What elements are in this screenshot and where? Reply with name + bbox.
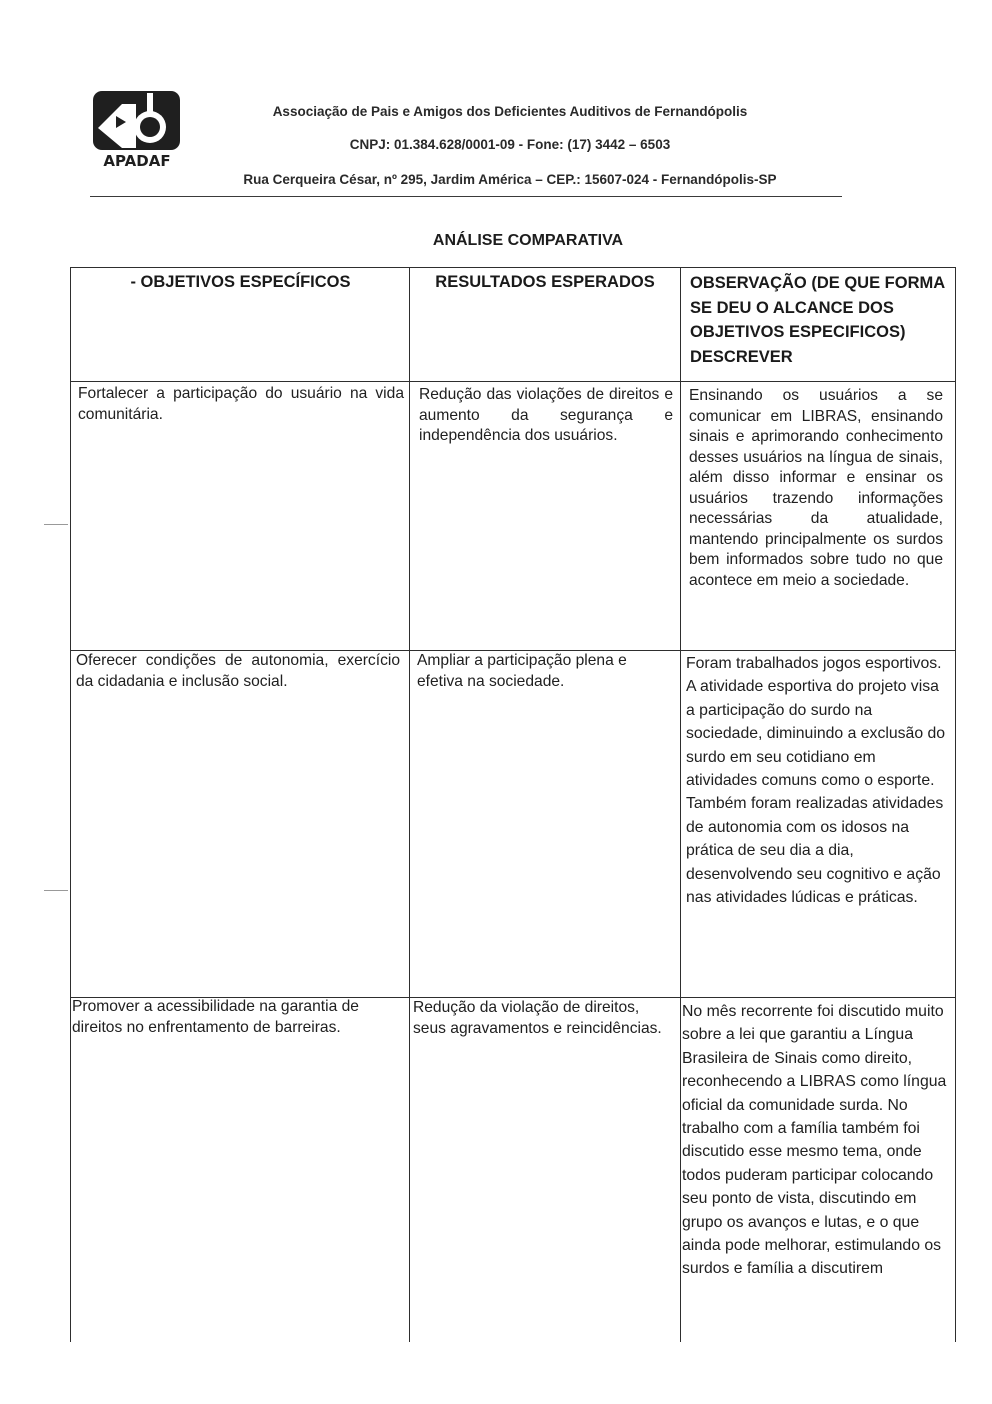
row3-resultado: Redução da violação de direitos, seus agravamentos e reincidências. [413, 999, 662, 1037]
address-line: Rua Cerqueira César, nº 295, Jardim América – CEP.: 15607-024 - Fernandópolis-SP [243, 172, 777, 187]
column-divider-1 [409, 267, 410, 1342]
row3-objetivo: Promover a acessibilidade na garantia de direitos no enfrentamento de barreiras. [72, 998, 359, 1036]
row1-objetivo: Fortalecer a participação do usuário na vida comunitária. [78, 385, 404, 423]
header-divider [90, 196, 842, 197]
scan-mark [44, 524, 68, 525]
row2-resultado: Ampliar a participação plena e efetiva na sociedade. [417, 652, 627, 690]
page-title: ANÁLISE COMPARATIVA [432, 232, 624, 249]
header-resultados: RESULTADOS ESPERADOS [435, 273, 655, 291]
table-border-top [70, 267, 956, 268]
comparative-table [68, 267, 956, 1342]
row-divider-header [70, 381, 956, 382]
cnpj-phone-line: CNPJ: 01.384.628/0001-09 - Fone: (17) 3442 – 6503 [349, 137, 671, 152]
row2-objetivo: Oferecer condições de autonomia, exercício da cidadania e inclusão social. [76, 652, 400, 690]
row2-observacao: Foram trabalhados jogos esportivos. A atividade esportiva do projeto visa a participação do surdo na sociedade, diminuindo a exclusão do surdo em seu cotidiano em atividades comuns como o esporte. Também foram realizadas atividades de autonomia com os idosos na prática de seu dia a dia, desenvolvendo seu cognitivo e ação nas atividades lúdicas e práticas. [686, 655, 946, 907]
apadaf-logo-graphic [92, 90, 182, 170]
row1-observacao: Ensinando os usuários a se comunicar em LIBRAS, ensinando sinais e aprimorando conhecimento desses usuários na língua de sinais, além disso informar e ensinar os usuários trazendo informações necessárias da atualidade, mantendo principalmente os surdos bem informados sobre tudo no que acontece em meio a sociedade. [689, 387, 943, 589]
table-border-left [70, 267, 71, 1342]
row1-resultado: Redução das violações de direitos e aumento da segurança e independência dos usuários. [419, 386, 673, 444]
table-border-right [955, 267, 956, 1342]
column-divider-2 [680, 267, 681, 1342]
header-objetivos: - OBJETIVOS ESPECÍFICOS [130, 273, 351, 291]
logo-text: APADAF [103, 152, 171, 170]
org-name: Associação de Pais e Amigos dos Deficientes Auditivos de Fernandópolis [272, 104, 748, 119]
apadaf-logo [92, 90, 182, 170]
header-observacao: OBSERVAÇÃO (DE QUE FORMA SE DEU O ALCANCE DOS OBJETIVOS ESPECIFICOS) DESCREVER [690, 274, 945, 366]
scan-mark [44, 890, 68, 891]
row3-observacao: No mês recorrente foi discutido muito sobre a lei que garantiu a Língua Brasileira de Sinais como direito, reconhecendo a LIBRAS como língua oficial da comunidade surda. No trabalho com a família também foi discutido esse mesmo tema, onde todos puderam participar colocando seu ponto de vista, discutindo em grupo os avanços e lutas, e o que ainda pode melhorar, estimulando os surdos e família a discutirem [682, 1003, 947, 1278]
